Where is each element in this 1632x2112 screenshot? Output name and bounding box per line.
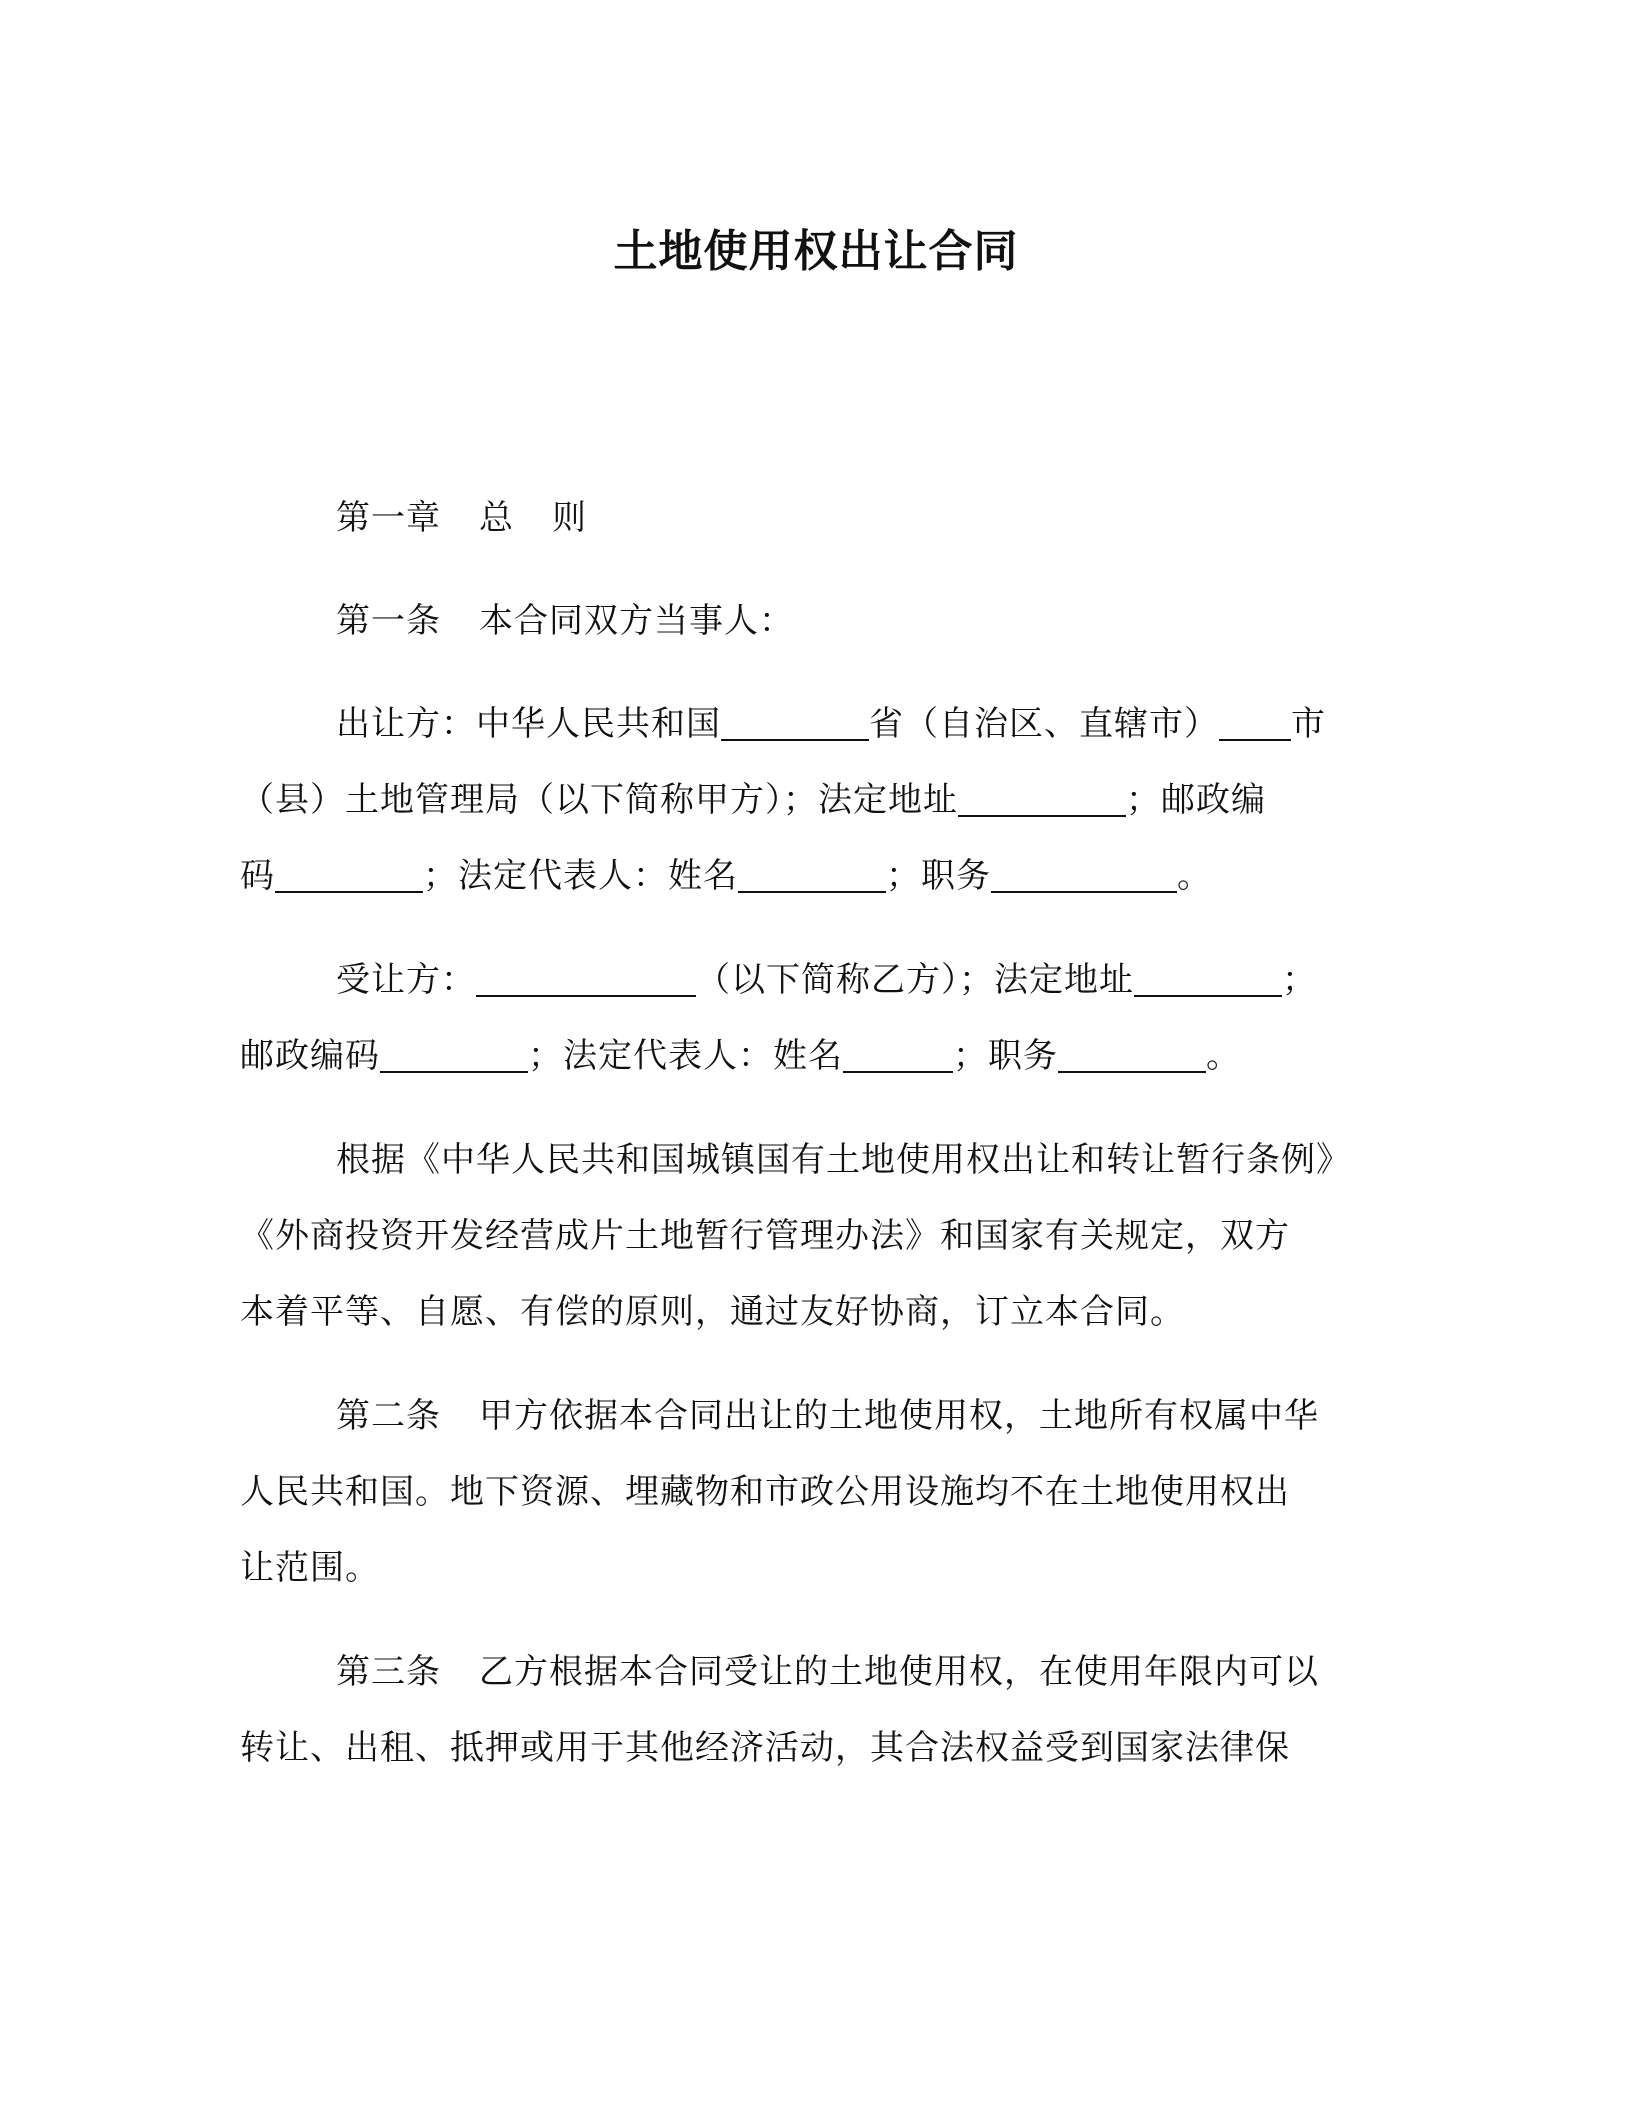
article-2-text: 甲方依据本合同出让的土地使用权，土地所有权属中华: [479, 1396, 1319, 1436]
article-3-line-1: [336, 1634, 1319, 1710]
transferee-text: ；法定代表人：姓名: [528, 1036, 843, 1076]
transferor-text: 省（自治区、直辖市）: [869, 704, 1219, 744]
transferor-text: ；邮政编: [1126, 780, 1266, 820]
transferee-postal-blank[interactable]: [380, 1041, 528, 1073]
article-2-line-1: [336, 1378, 1319, 1454]
chapter-label: 第一章: [336, 498, 441, 538]
chapter-heading: [336, 480, 587, 556]
transferee-address-blank[interactable]: [1134, 965, 1282, 997]
city-blank[interactable]: [1219, 709, 1291, 741]
transferor-text: 市: [1291, 704, 1326, 744]
basis-line-2: 《外商投资开发经营成片土地暂行管理办法》和国家有关规定，双方: [240, 1216, 1290, 1256]
transferee-text: 受让方：: [336, 960, 476, 1000]
transferee-line-2: [240, 1018, 1241, 1094]
transferee-text: 。: [1206, 1036, 1241, 1076]
transferee-text: 邮政编码: [240, 1036, 380, 1076]
basis-line-1: 根据《中华人民共和国城镇国有土地使用权出让和转让暂行条例》: [336, 1140, 1351, 1180]
transferee-text: ；职务: [953, 1036, 1058, 1076]
article-2-line-3: 让范围。: [240, 1548, 380, 1588]
transferee-name-blank[interactable]: [476, 965, 696, 997]
article-2-line-2: 人民共和国。地下资源、埋藏物和市政公用设施均不在土地使用权出: [240, 1472, 1290, 1512]
article-2-label: 第二条: [336, 1396, 441, 1436]
article-3-line-2: 转让、出租、抵押或用于其他经济活动，其合法权益受到国家法律保: [240, 1728, 1290, 1768]
basis-line-3: 本着平等、自愿、有偿的原则，通过友好协商，订立本合同。: [240, 1292, 1185, 1332]
document-title: 土地使用权出让合同: [613, 226, 1019, 277]
transferor-text: 出让方：中华人民共和国: [336, 704, 721, 744]
transferor-text: ；法定代表人：姓名: [423, 856, 738, 896]
transferee-line-1: [336, 942, 1317, 1018]
transferor-text: ；职务: [886, 856, 991, 896]
postal-code-blank[interactable]: [275, 861, 423, 893]
article-1-text: 本合同双方当事人：: [479, 601, 794, 641]
transferee-rep-name-blank[interactable]: [843, 1041, 953, 1073]
province-blank[interactable]: [721, 709, 869, 741]
transferor-text: （县）土地管理局（以下简称甲方）；法定地址: [240, 780, 958, 820]
transferor-text: 。: [1177, 856, 1212, 896]
transferee-text: （以下简称乙方）；法定地址: [696, 960, 1134, 1000]
transferor-line-2: [240, 762, 1266, 838]
article-3-label: 第三条: [336, 1652, 441, 1692]
transferor-line-1: [336, 686, 1326, 762]
article-1: [336, 583, 794, 659]
transferor-line-3: [240, 838, 1212, 914]
chapter-name-b: 则: [552, 498, 587, 538]
chapter-name-a: 总: [479, 498, 514, 538]
transferor-text: 码: [240, 856, 275, 896]
position-blank[interactable]: [991, 861, 1177, 893]
transferee-text: ；: [1282, 960, 1317, 1000]
article-1-label: 第一条: [336, 601, 441, 641]
representative-name-blank[interactable]: [738, 861, 886, 893]
transferee-position-blank[interactable]: [1058, 1041, 1206, 1073]
article-3-text: 乙方根据本合同受让的土地使用权，在使用年限内可以: [479, 1652, 1319, 1692]
legal-address-blank[interactable]: [958, 785, 1126, 817]
